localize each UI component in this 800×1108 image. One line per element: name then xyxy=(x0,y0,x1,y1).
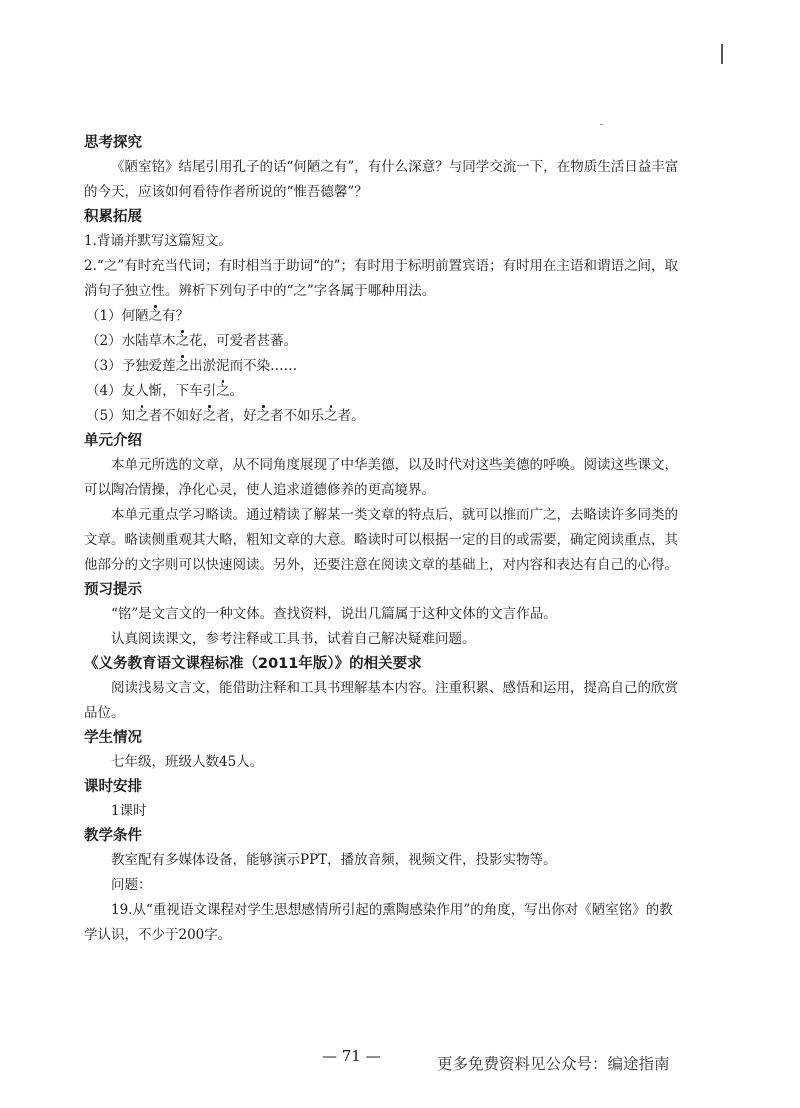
sub-item-2: （2）水陆草木之花，可爱者甚蕃。 xyxy=(86,333,298,349)
heading-preview-tips: 预习提示 xyxy=(84,582,142,598)
sub-item-4: （4）友人惭，下车引之。 xyxy=(86,383,244,399)
paragraph: 本单元所选的文章，从不同角度展现了中华美德，以及时代对这些美德的呼唤。阅读这些课文，可以陶冶情操，净化心灵，使人追求道德修养的更高境界。 xyxy=(84,457,678,498)
heading-curriculum-standard: 《义务教育语文课程标准（2011年版）》的相关要求 xyxy=(84,656,422,672)
heading-schedule: 课时安排 xyxy=(84,779,142,795)
list-item: 2.“之”有时充当代词；有时相当于助词“的”；有时用于标明前置宾语；有时用在主语和谓语之间，取消句子独立性。辨析下列句子中的“之”字各属于哪种用法。 xyxy=(84,258,678,299)
heading-unit-intro: 单元介绍 xyxy=(84,433,142,449)
paragraph: 七年级，班级人数45人。 xyxy=(111,754,264,770)
watermark-text: 更多免费资料见公众号：编途指南 xyxy=(437,1055,670,1073)
page-body xyxy=(84,131,684,948)
list-item: 1.背诵并默写这篇短文。 xyxy=(84,233,232,249)
scan-speck xyxy=(600,124,603,125)
heading-teaching-conditions: 教学条件 xyxy=(84,828,142,844)
paragraph: 阅读浅易文言文，能借助注释和工具书理解基本内容。注重积累、感悟和运用，提高自己的欣赏品位。 xyxy=(84,680,678,721)
emphasis-char: 之 xyxy=(256,408,271,424)
sub-item-1: （1）何陋之有？ xyxy=(86,308,190,324)
paragraph: 《陋室铭》结尾引用孔子的话“何陋之有”，有什么深意？与同学交流一下，在物质生活日益丰富的今天，应该如何看待作者所说的“惟吾德馨”？ xyxy=(84,159,679,200)
paragraph: 1课时 xyxy=(111,803,147,819)
paragraph: 本单元重点学习略读。通过精读了解某一类文章的特点后，就可以推而广之，去略读许多同类的文章。略读侧重观其大略，粗知文章的大意。略读时可以根据一定的目的或需要，确定阅读重点，其他部分的文字则可以快速阅读。另外，还要注意在阅读文章的基础上，对内容和表达有自己的心得。 xyxy=(84,507,678,573)
paragraph: 认真阅读课文，参考注释或工具书，试着自己解决疑难问题。 xyxy=(111,631,476,647)
question-19: 19.从“重视语文课程对学生思想感情所引起的熏陶感染作用”的角度，写出你对《陋室铭》的教学认识，不少于200字。 xyxy=(84,902,673,943)
emphasis-char: 之 xyxy=(135,408,149,424)
scan-mark xyxy=(721,44,723,64)
heading-accumulate: 积累拓展 xyxy=(84,209,142,225)
sub-item-5: （5）知之者不如好之者，好之者不如乐之者。 xyxy=(86,408,365,424)
emphasis-char: 之 xyxy=(175,358,190,374)
page-number: — 71 — xyxy=(322,1047,381,1065)
emphasis-char: 之 xyxy=(324,408,338,424)
emphasis-char: 之 xyxy=(216,383,230,399)
paragraph: 教室配有多媒体设备，能够演示PPT，播放音频，视频文件，投影实物等。 xyxy=(111,852,557,868)
heading-think-explore: 思考探究 xyxy=(84,135,142,151)
question-label: 问题： xyxy=(111,877,152,893)
paragraph: “铭”是文言文的一种文体。查找资料，说出几篇属于这种文体的文言作品。 xyxy=(111,606,557,622)
sub-item-3: （3）予独爱莲之出淤泥而不染…… xyxy=(86,358,298,374)
heading-student-situation: 学生情况 xyxy=(84,730,142,746)
emphasis-char: 之 xyxy=(175,333,190,349)
emphasis-char: 之 xyxy=(202,408,217,424)
emphasis-char: 之 xyxy=(148,308,163,324)
